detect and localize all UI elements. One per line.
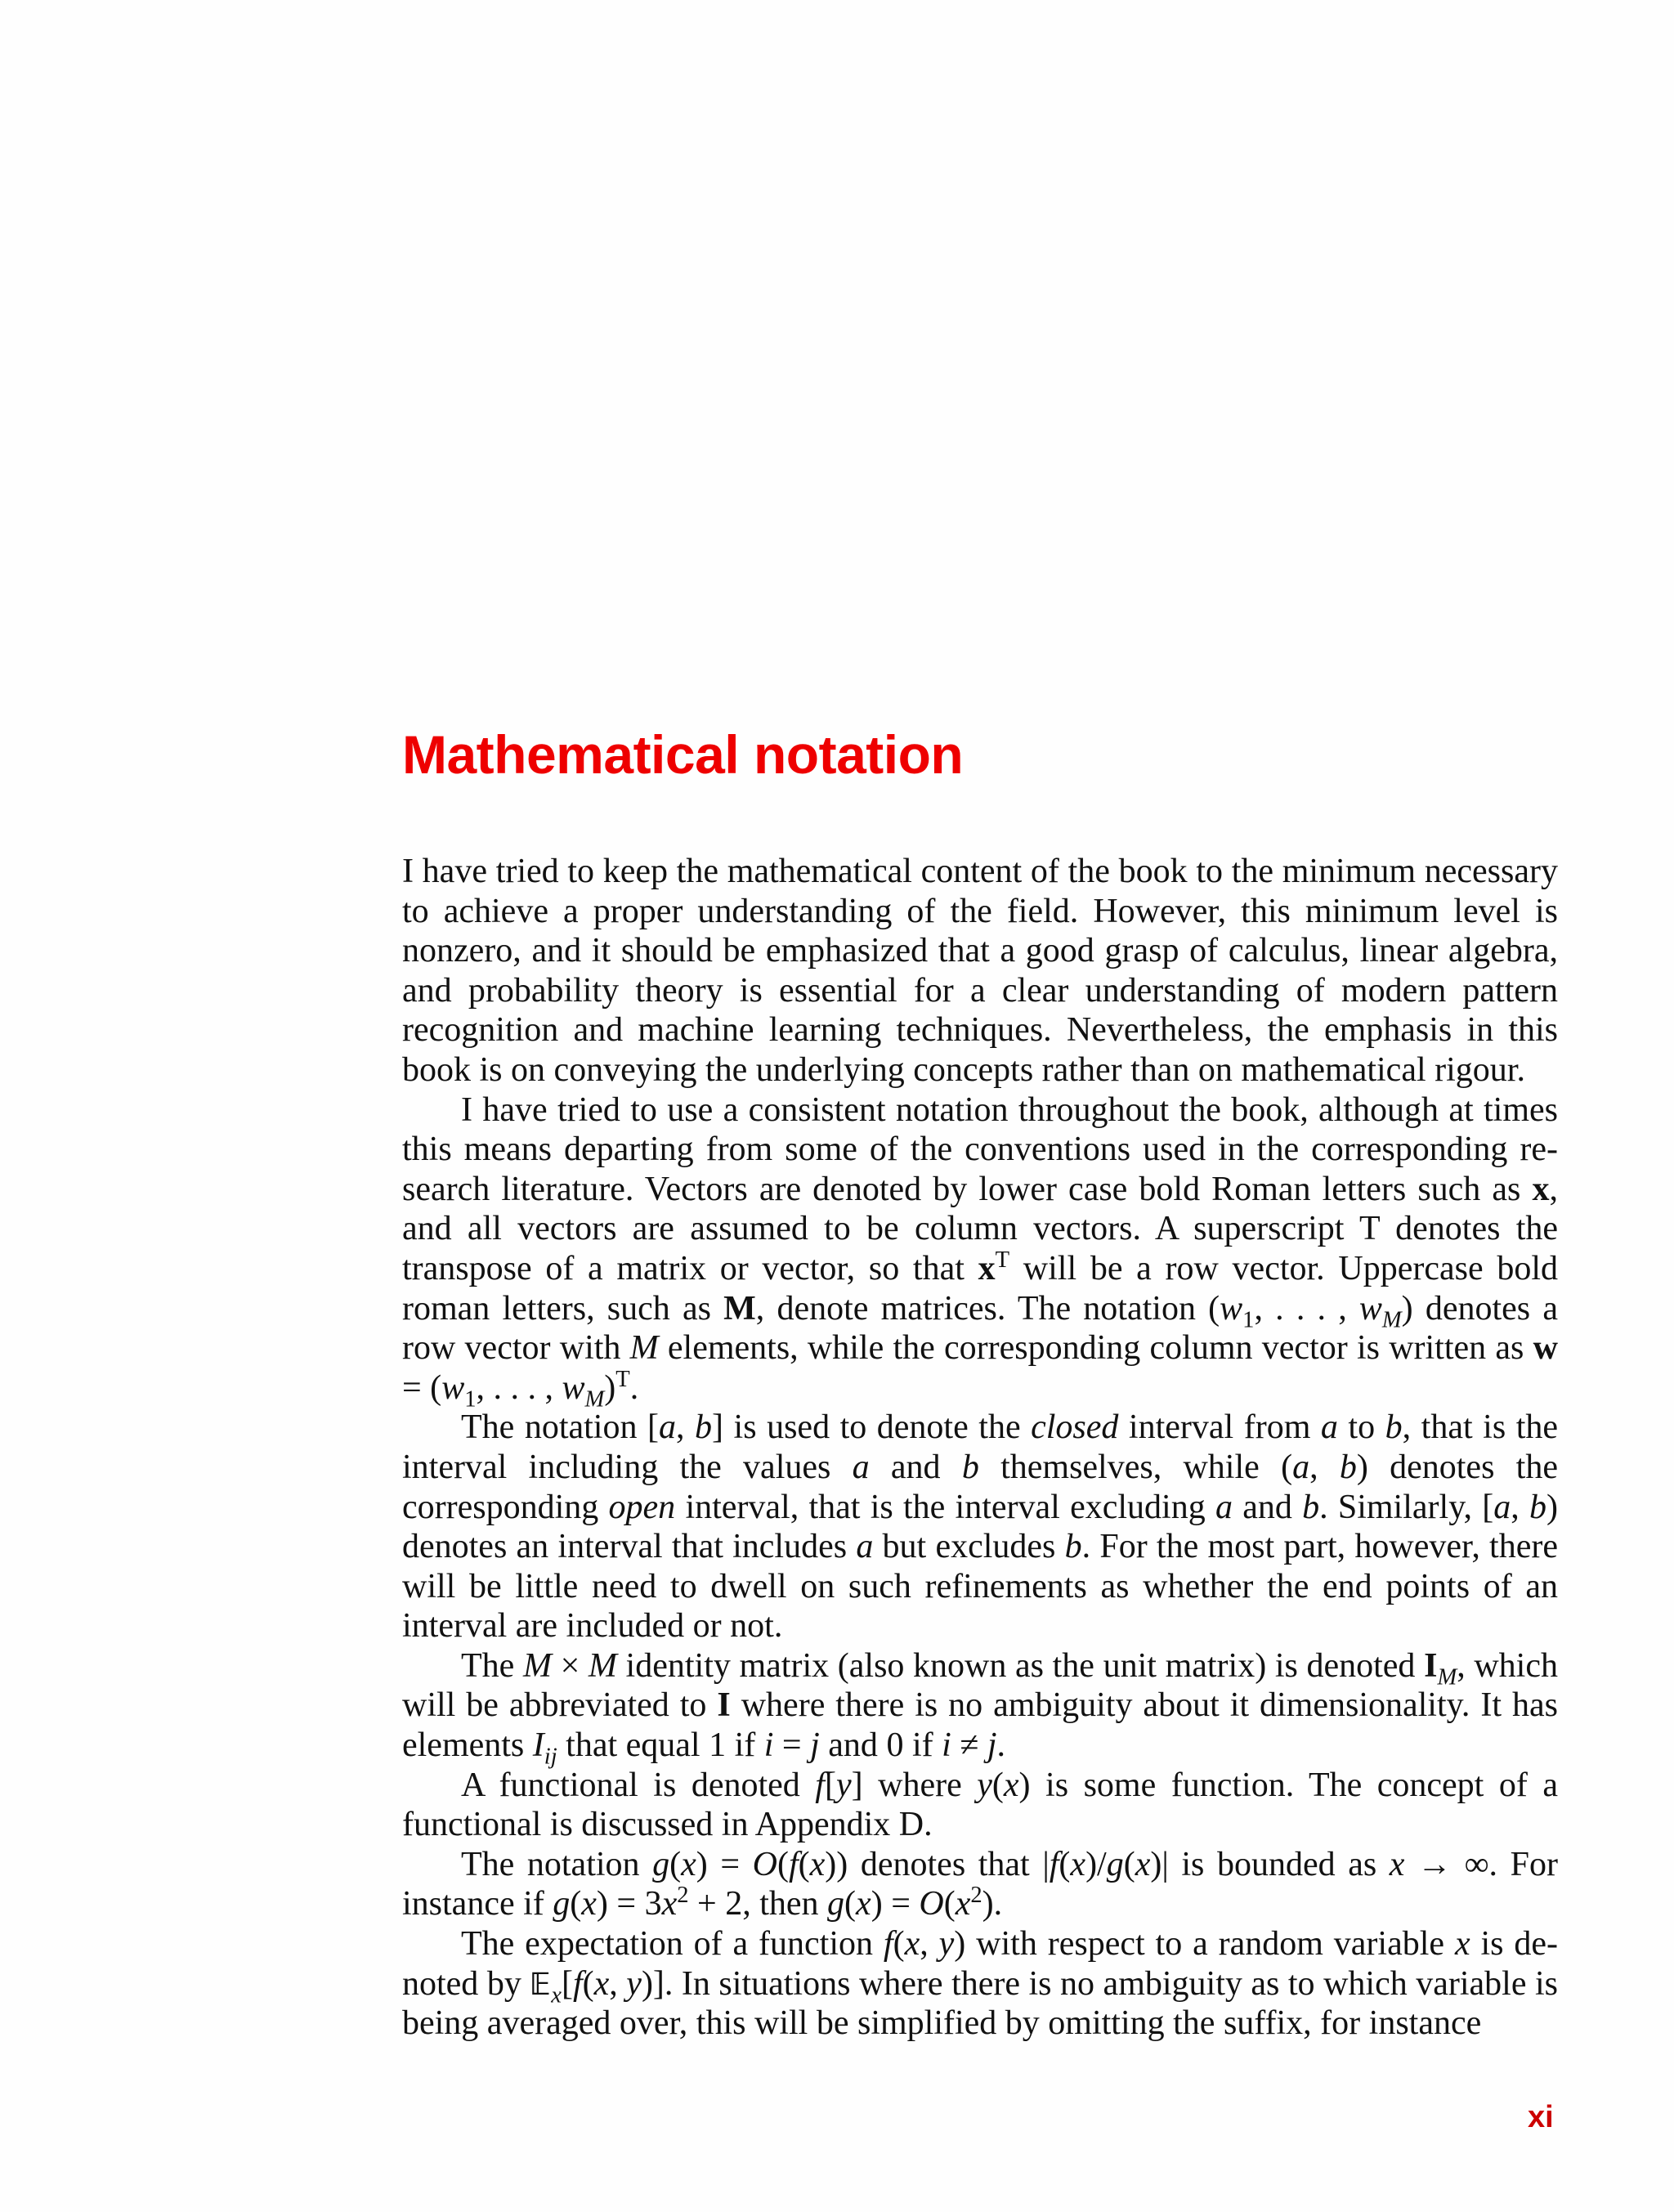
- paragraph-big-o: The notation g(x) = O(f(x)) denotes that |f(x)/g(x)| is bounded as x → ∞. For instance if $g(x) = 3x^2 + 2$, then $g(x) = O(x^2)$.: [402, 1845, 1558, 1923]
- paragraph-functional: A functional is denoted f[y] where y(x) is some function. The concept of a functional is discussed in Appendix D.: [402, 1766, 1558, 1844]
- body-text: [402, 852, 1558, 2044]
- paragraph-vector-notation: I have tried to use a consistent notation throughout the book, although at times this means departing from some of the conventions used in the corresponding research literature. Vectors are denoted by lower case bold Roman letters such as x, and all vectors are assumed to be column vectors. A superscript T denotes the transpose of a matrix or vector, so that $x^T$ will be a row vector. Uppercase bold roman letters, such as M, denote matrices. The notation ($w_1$, . . . , $w_M$) denotes a row vector with M elements, while the corresponding column vector is written as $w = (w_1$, . . . , $w_M)^T$.: [402, 1090, 1559, 1413]
- chapter-title: Mathematical notation: [402, 724, 964, 785]
- page-number: xi: [1528, 2100, 1554, 2134]
- paragraph-intro: I have tried to keep the mathematical content of the book to the minimum necessary to achieve a proper understanding of the field. However, this minimum level is nonzero, and it should be emphasized that a good grasp of calculus, linear algebra, and probability theory is essential for a clear understanding of modern pattern recognition and machine learning techniques. Nevertheless, the emphasis in this book is on conveying the underlying concepts rather than on mathematical rigour.: [402, 853, 1558, 1089]
- paragraph-expectation: The expectation of a function f(x, y) with respect to a random variable x is denoted by 𝔼$_x$[f(x, y)]. In situations where there is no ambiguity as to which variable is being averaged over, this will be simplified by omitting the suffix, for instance: [402, 1925, 1559, 2043]
- paragraph-interval-notation: The notation [a, b] is used to denote the closed interval from a to b, that is the interval including the values a and b themselves, while (a, b) denotes the corresponding open interval, that is the interval excluding a and b. Similarly, [a, b) denotes an interval that includes a but excludes b. For the most part, however, there will be little need to dwell on such refinements as whether the end points of an interval are included or not.: [402, 1408, 1559, 1646]
- paragraph-identity-matrix: The M × M identity matrix (also known as the unit matrix) is denoted $I_M$, which will be abbreviated to I where there is no ambiguity about it dimensionality. It has elements $I_{ij}$ that equal 1 if i = j and 0 if i ≠ j.: [402, 1646, 1558, 1770]
